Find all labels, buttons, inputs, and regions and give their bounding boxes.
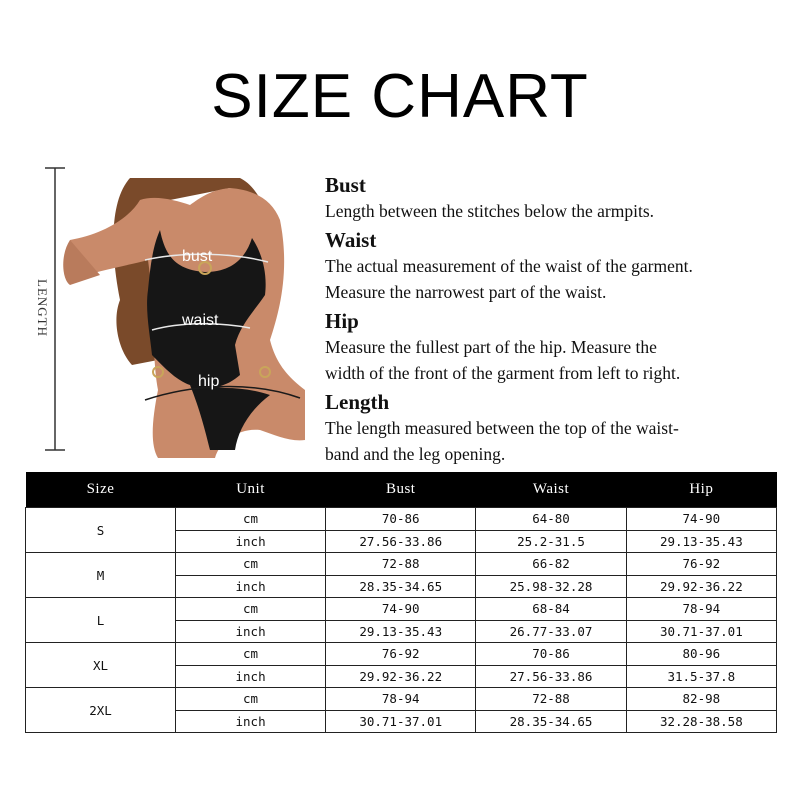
size-cell: 2XL [26, 688, 176, 733]
table-row [26, 643, 777, 666]
waist-cell: 25.2-31.5 [476, 530, 626, 553]
hip-cell: 82-98 [626, 688, 776, 711]
size-cell: S [26, 508, 176, 553]
page-title: SIZE CHART [211, 62, 589, 131]
hip-cell: 76-92 [626, 553, 776, 576]
bust-cell: 30.71-37.01 [326, 710, 476, 733]
header-waist: Waist [476, 472, 626, 508]
def-text-hip: Measure the fullest part of the hip. Measure the width of the front of the garment from left to right. [325, 336, 681, 383]
bust-cell: 76-92 [326, 643, 476, 666]
bust-cell: 29.92-36.22 [326, 665, 476, 688]
measurement-definitions [325, 172, 785, 470]
bust-cell: 28.35-34.65 [326, 575, 476, 598]
table-row [26, 553, 777, 576]
waist-cell: 25.98-32.28 [476, 575, 626, 598]
hip-cell: 74-90 [626, 508, 776, 531]
hip-cell: 29.92-36.22 [626, 575, 776, 598]
waist-cell: 66-82 [476, 553, 626, 576]
size-cell: L [26, 598, 176, 643]
def-term-bust: Bust [325, 173, 366, 197]
header-unit: Unit [176, 472, 326, 508]
table-row [26, 508, 777, 531]
model-illustration [40, 160, 320, 460]
size-cell: M [26, 553, 176, 598]
header-bust: Bust [326, 472, 476, 508]
def-term-hip: Hip [325, 308, 359, 333]
bust-cell: 27.56-33.86 [326, 530, 476, 553]
hip-cell: 32.28-38.58 [626, 710, 776, 733]
unit-cell: cm [176, 598, 326, 621]
unit-cell: cm [176, 688, 326, 711]
waist-cell: 72-88 [476, 688, 626, 711]
unit-cell: inch [176, 530, 326, 553]
header-hip: Hip [626, 472, 776, 508]
hip-cell: 31.5-37.8 [626, 665, 776, 688]
unit-cell: inch [176, 710, 326, 733]
size-cell: XL [26, 643, 176, 688]
table-row [26, 598, 777, 621]
hip-cell: 78-94 [626, 598, 776, 621]
unit-cell: cm [176, 553, 326, 576]
bust-cell: 72-88 [326, 553, 476, 576]
waist-cell: 70-86 [476, 643, 626, 666]
waist-cell: 27.56-33.86 [476, 665, 626, 688]
size-table [25, 472, 777, 733]
waist-cell: 64-80 [476, 508, 626, 531]
unit-cell: cm [176, 643, 326, 666]
hip-label: hip [198, 373, 220, 390]
unit-cell: cm [176, 508, 326, 531]
unit-cell: inch [176, 620, 326, 643]
waist-cell: 28.35-34.65 [476, 710, 626, 733]
bust-cell: 70-86 [326, 508, 476, 531]
header-size: Size [26, 472, 176, 508]
unit-cell: inch [176, 575, 326, 598]
hip-cell: 80-96 [626, 643, 776, 666]
def-term-length: Length [325, 389, 390, 414]
bust-cell: 29.13-35.43 [326, 620, 476, 643]
bust-cell: 78-94 [326, 688, 476, 711]
waist-cell: 26.77-33.07 [476, 620, 626, 643]
unit-cell: inch [176, 665, 326, 688]
table-header-row [26, 472, 777, 508]
def-text-length: The length measured between the top of the waist- band and the leg opening. [325, 417, 679, 464]
model-figure [35, 160, 320, 460]
table-row [26, 688, 777, 711]
def-term-waist: Waist [325, 227, 377, 252]
length-label: LENGTH [35, 279, 50, 337]
hip-cell: 30.71-37.01 [626, 620, 776, 643]
def-text-waist: The actual measurement of the waist of the garment. Measure the narrowest part of the waist. [325, 255, 693, 302]
hip-cell: 29.13-35.43 [626, 530, 776, 553]
def-text-bust: Length between the stitches below the armpits. [325, 201, 655, 221]
bust-label: bust [182, 248, 213, 265]
waist-label: waist [182, 312, 219, 329]
waist-cell: 68-84 [476, 598, 626, 621]
bust-cell: 74-90 [326, 598, 476, 621]
